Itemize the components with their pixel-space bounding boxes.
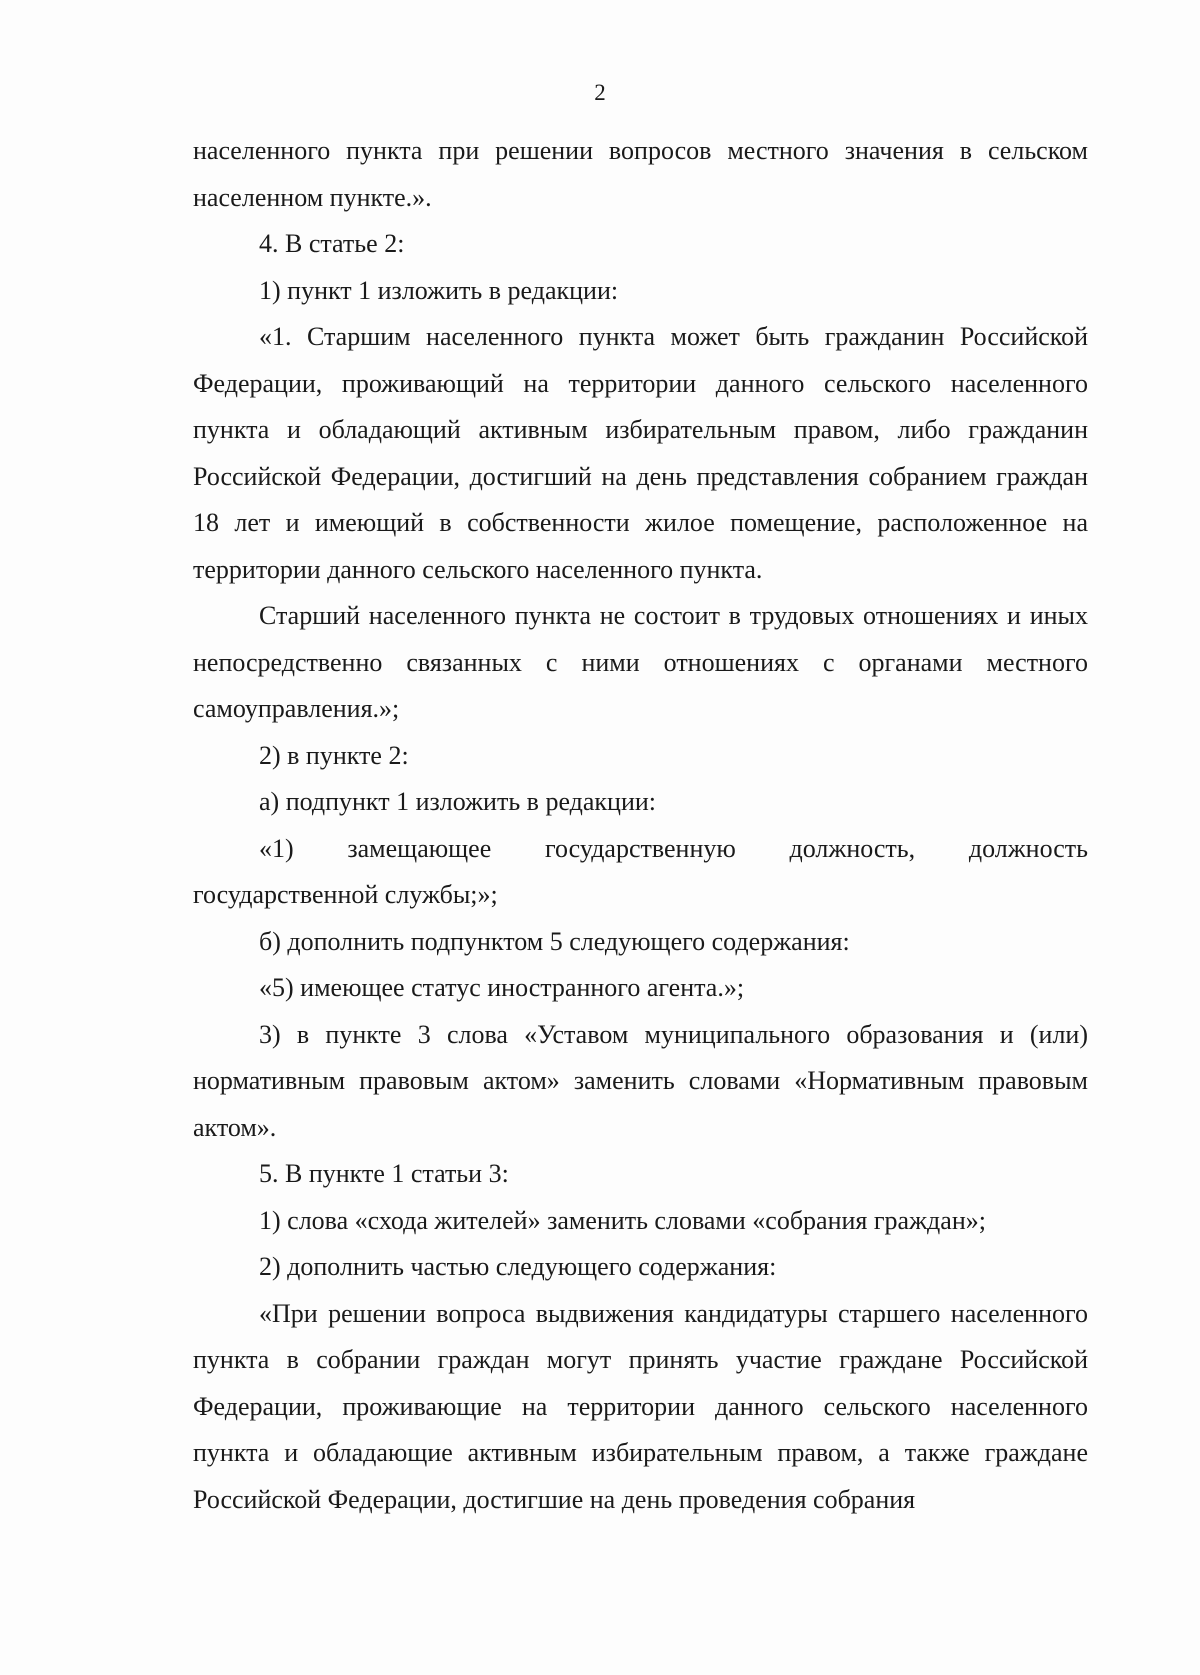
paragraph: 4. В статье 2: bbox=[259, 229, 405, 258]
paragraph: «1. Старшим населенного пункта может быть гражданин Российской Федерации, проживающий на территории данного сельского населенного пункта и обладающий активным избирательным правом, либо гражданин Российской Федерации, достигший на день представления собранием граждан 18 лет и имеющий в собственности жилое помещение, расположенное на территории данного сельского населенного пункта. bbox=[193, 322, 1088, 584]
document-body bbox=[193, 128, 1088, 1523]
paragraph: Старший населенного пункта не состоит в трудовых отношениях и иных непосредственно связанных с ними отношениях с органами местного самоуправления.»; bbox=[193, 601, 1088, 723]
paragraph: 1) пункт 1 изложить в редакции: bbox=[259, 275, 619, 305]
page-number: 2 bbox=[594, 80, 606, 105]
paragraph: 3) в пункте 3 слова «Уставом муниципального образования и (или) нормативным правовым актом» заменить словами «Нормативным правовым актом». bbox=[193, 1019, 1088, 1142]
paragraph: б) дополнить подпунктом 5 следующего содержания: bbox=[259, 926, 850, 956]
paragraph: «1) замещающее государственную должность, должность государственной службы;»; bbox=[193, 833, 1088, 909]
paragraph: 5. В пункте 1 статьи 3: bbox=[259, 1159, 509, 1188]
paragraph: 2) дополнить частью следующего содержания: bbox=[259, 1252, 777, 1281]
paragraph: «При решении вопроса выдвижения кандидатуры старшего населенного пункта в собрании граждан могут принять участие граждане Российской Федерации, проживающие на территории данного сельского населенного пункта и обладающие активным избирательным правом, а также граждане Российской Федерации, достигшие на день проведения собрания bbox=[193, 1298, 1088, 1514]
paragraph: «5) имеющее статус иностранного агента.»; bbox=[259, 973, 745, 1002]
paragraph: 2) в пункте 2: bbox=[259, 740, 409, 770]
paragraph: а) подпункт 1 изложить в редакции: bbox=[259, 787, 657, 816]
paragraph: населенного пункта при решении вопросов местного значения в сельском населенном пункте.». bbox=[193, 136, 1088, 212]
paragraph: 1) слова «схода жителей» заменить словами «собрания граждан»; bbox=[259, 1205, 986, 1235]
